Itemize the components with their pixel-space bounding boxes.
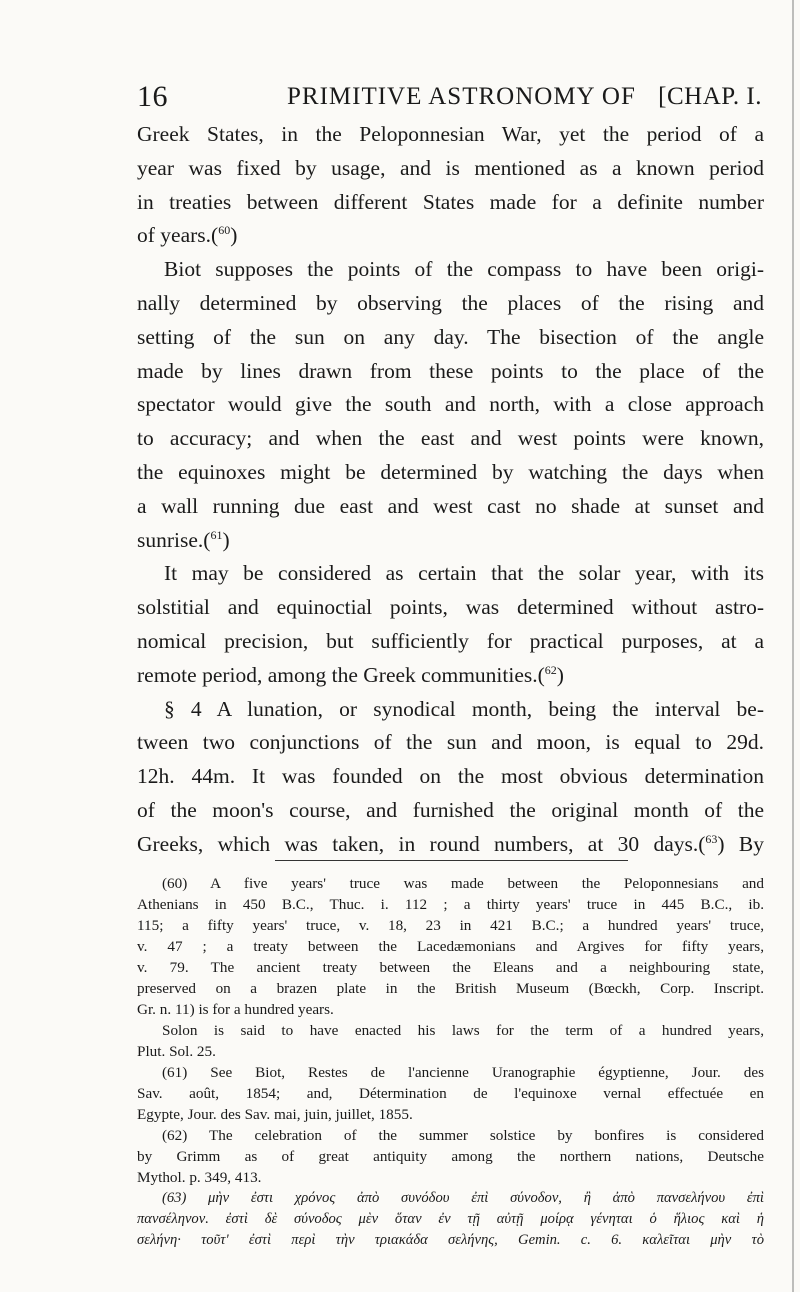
footnote-ref: 61 xyxy=(210,527,223,542)
text-line: tween two conjunctions of the sun and moon, is equal to 29d. xyxy=(137,730,764,755)
footnote-line: 115; a fifty years' truce, v. 18, 23 in 421 B.C.; a hundred years' truce, xyxy=(137,917,764,934)
text-line: remote period, among the Greek communities.($^{62}$) xyxy=(137,662,564,687)
text-line: nally determined by observing the places of the rising and xyxy=(137,290,764,315)
text-line: § 4 A lunation, or synodical month, being the interval be- xyxy=(164,696,764,721)
running-title: PRIMITIVE ASTRONOMY OF xyxy=(287,83,636,110)
footnote-line: (63) μὴν ἐστι χρόνος ἀπὸ συνόδου ἐπὶ σύνοδον, ἢ ἀπὸ πανσελήνου ἐπὶ xyxy=(162,1190,764,1206)
text-line: made by lines drawn from these points to the place of the xyxy=(137,358,764,383)
page-number: 16 xyxy=(137,80,168,113)
text-line: year was fixed by usage, and is mentioned as a known period xyxy=(137,155,764,180)
text-line: It may be considered as certain that the solar year, with its xyxy=(164,561,764,586)
footnote-line: v. 47 ; a treaty between the Lacedæmonians and Argives for fifty years, xyxy=(137,938,764,955)
footnote-line: (61) See Biot, Restes de l'ancienne Uranographie égyptienne, Jour. des xyxy=(162,1064,764,1081)
footnote-line: by Grimm as of great antiquity among the northern nations, Deutsche xyxy=(137,1148,764,1165)
running-head xyxy=(137,80,762,114)
footnote-line: v. 79. The ancient treaty between the Eleans and a neighbouring state, xyxy=(137,959,764,976)
main-text xyxy=(137,118,764,862)
footnote-line: Egypte, Jour. des Sav. mai, juin, juillet, 1855. xyxy=(137,1106,413,1123)
chapter-label: [CHAP. I. xyxy=(658,83,762,110)
footnotes xyxy=(137,873,764,1251)
footnote-line: σελήνη· τοῦτ' ἐστὶ περὶ τὴν τριακάδα σελήνης, Gemin. c. 6. καλεῖται μὴν τὸ xyxy=(137,1232,764,1248)
text-line: spectator would give the south and north, with a close approach xyxy=(137,392,764,417)
text-line: Greeks, which was taken, in round numbers, at 30 days.($^{63}$) By xyxy=(137,831,764,856)
text-line: the equinoxes might be determined by watching the days when xyxy=(137,459,764,484)
footnote-ref: 60 xyxy=(218,223,231,238)
text-line: to accuracy; and when the east and west points were known, xyxy=(137,426,764,451)
text-line: of the moon's course, and furnished the original month of the xyxy=(137,797,764,822)
footnote-line: preserved on a brazen plate in the British Museum (Bœckh, Corp. Inscript. xyxy=(137,980,764,997)
footnote-line: Athenians in 450 B.C., Thuc. i. 112 ; a thirty years' truce in 445 B.C., ib. xyxy=(137,896,764,913)
text-line: Biot supposes the points of the compass to have been origi- xyxy=(164,257,764,282)
footnote-ref: 62 xyxy=(544,662,557,677)
page-edge-line xyxy=(792,0,794,1292)
text-line: solstitial and equinoctial points, was determined without astro- xyxy=(137,595,764,620)
text-line: of years.($^{60}$) xyxy=(137,223,238,248)
footnote-line: Mythol. p. 349, 413. xyxy=(137,1169,262,1186)
footnote-ref: 63 xyxy=(705,831,718,846)
footnote-line: Solon is said to have enacted his laws for the term of a hundred years, xyxy=(162,1022,764,1039)
footnote-line: Gr. n. 11) is for a hundred years. xyxy=(137,1001,334,1018)
text-line: a wall running due east and west cast no shade at sunset and xyxy=(137,493,764,518)
text-line: setting of the sun on any day. The bisection of the angle xyxy=(137,324,764,349)
text-line: 12h. 44m. It was founded on the most obvious determination xyxy=(137,764,764,789)
text-line: in treaties between different States made for a definite number xyxy=(137,189,764,214)
text-line: Greek States, in the Peloponnesian War, yet the period of a xyxy=(137,122,764,146)
footnote-line: (62) The celebration of the summer solstice by bonfires is considered xyxy=(162,1127,764,1144)
footnote-line: πανσέληνον. ἐστὶ δὲ σύνοδος μὲν ὅταν ἐν τῇ αὐτῇ μοίρᾳ γένηται ὁ ἥλιος καὶ ἡ xyxy=(137,1211,764,1227)
footnote-line: Sav. août, 1854; and, Détermination de l'equinoxe vernal effectuée en xyxy=(137,1085,764,1102)
footnote-line: (60) A five years' truce was made between the Peloponnesians and xyxy=(162,875,764,892)
text-line: sunrise.($^{61}$) xyxy=(137,527,230,552)
text-line: nomical precision, but sufficiently for practical purposes, at a xyxy=(137,628,764,653)
footnote-line: Plut. Sol. 25. xyxy=(137,1043,216,1060)
footnote-rule xyxy=(275,860,628,861)
